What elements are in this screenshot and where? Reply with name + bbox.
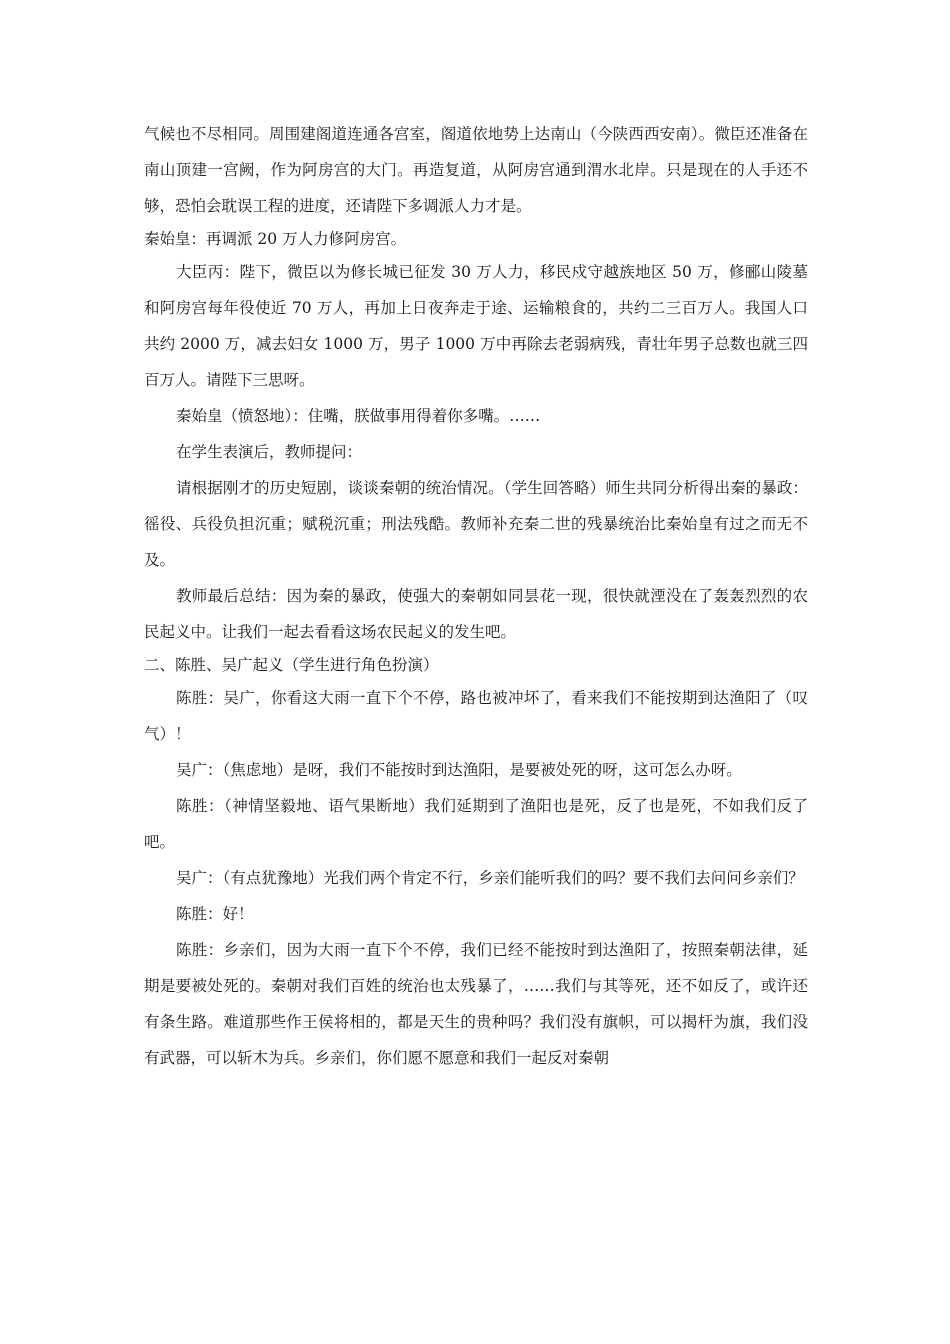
paragraph-chensheng-1: 陈胜：吴广，你看这大雨一直下个不停，路也被冲坏了，看来我们不能按期到达渔阳了（叹气）！ — [144, 689, 808, 743]
paragraph-teacher-summary: 教师最后总结：因为秦的暴政，使强大的秦朝如同昙花一现，很快就湮没在了轰轰烈烈的农民起义中。让我们一起去看看这场农民起义的发生吧。 — [144, 587, 808, 641]
paragraph-emperor-order: 秦始皇：再调派 20 万人力修阿房宫。 — [144, 230, 407, 248]
paragraph-chensheng-speech: 陈胜：乡亲们，因为大雨一直下个不停，我们已经不能按时到达渔阳了，按照秦朝法律，延期是要被处死的。秦朝对我们百姓的统治也太残暴了，……我们与其等死，还不如反了，或许还有条生路。难道那些作王侯将相的，都是天生的贵种吗？我们没有旗帜，可以揭杆为旗，我们没有武器，可以斩木为兵。乡亲们，你们愿不愿意和我们一起反对秦朝 — [144, 941, 808, 1067]
section-heading-uprising: 二、陈胜、吴广起义（学生进行角色扮演） — [144, 656, 439, 674]
paragraph-chensheng-2: 陈胜：（神情坚毅地、语气果断地）我们延期到了渔阳也是死，反了也是死，不如我们反了吧。 — [144, 797, 808, 851]
paragraph-tyranny-analysis: 请根据刚才的历史短剧，谈谈秦朝的统治情况。（学生回答略）师生共同分析得出秦的暴政：徭役、兵役负担沉重；赋税沉重；刑法残酷。教师补充秦二世的残暴统治比秦始皇有过之而无不及。 — [144, 479, 808, 569]
paragraph-palace-description: 气候也不尽相同。周围建阁道连通各宫室，阁道依地势上达南山（今陕西西安南）。微臣还准备在南山顶建一宫阙，作为阿房宫的大门。再造复道，从阿房宫通到渭水北岸。只是现在的人手还不够，恐怕会耽误工程的进度，还请陛下多调派人力才是。 — [144, 125, 808, 215]
paragraph-minister-bing: 大臣丙：陛下，微臣以为修长城已征发 30 万人力，移民戍守越族地区 50 万，修郦山陵墓和阿房宫每年役使近 70 万人，再加上日夜奔走于途、运输粮食的，共约二三百万人。我国人口共约 2000 万，减去妇女 1000 万，男子 1000 万中再除去老弱病残，青壮年男子总数也就三四百万人。请陛下三思呀。 — [144, 263, 808, 389]
paragraph-wuguang-2: 吴广：（有点犹豫地）光我们两个肯定不行，乡亲们能听我们的吗？要不我们去问问乡亲们？ — [176, 869, 804, 887]
paragraph-chensheng-3: 陈胜：好！ — [176, 905, 254, 923]
paragraph-teacher-question-intro: 在学生表演后，教师提问： — [176, 443, 363, 461]
paragraph-wuguang-1: 吴广：（焦虑地）是呀，我们不能按时到达渔阳，是要被处死的呀，这可怎么办呀。 — [176, 761, 742, 779]
paragraph-emperor-angry: 秦始皇（愤怒地）：住嘴，朕做事用得着你多嘴。…… — [176, 407, 541, 425]
document-body — [144, 116, 808, 1076]
